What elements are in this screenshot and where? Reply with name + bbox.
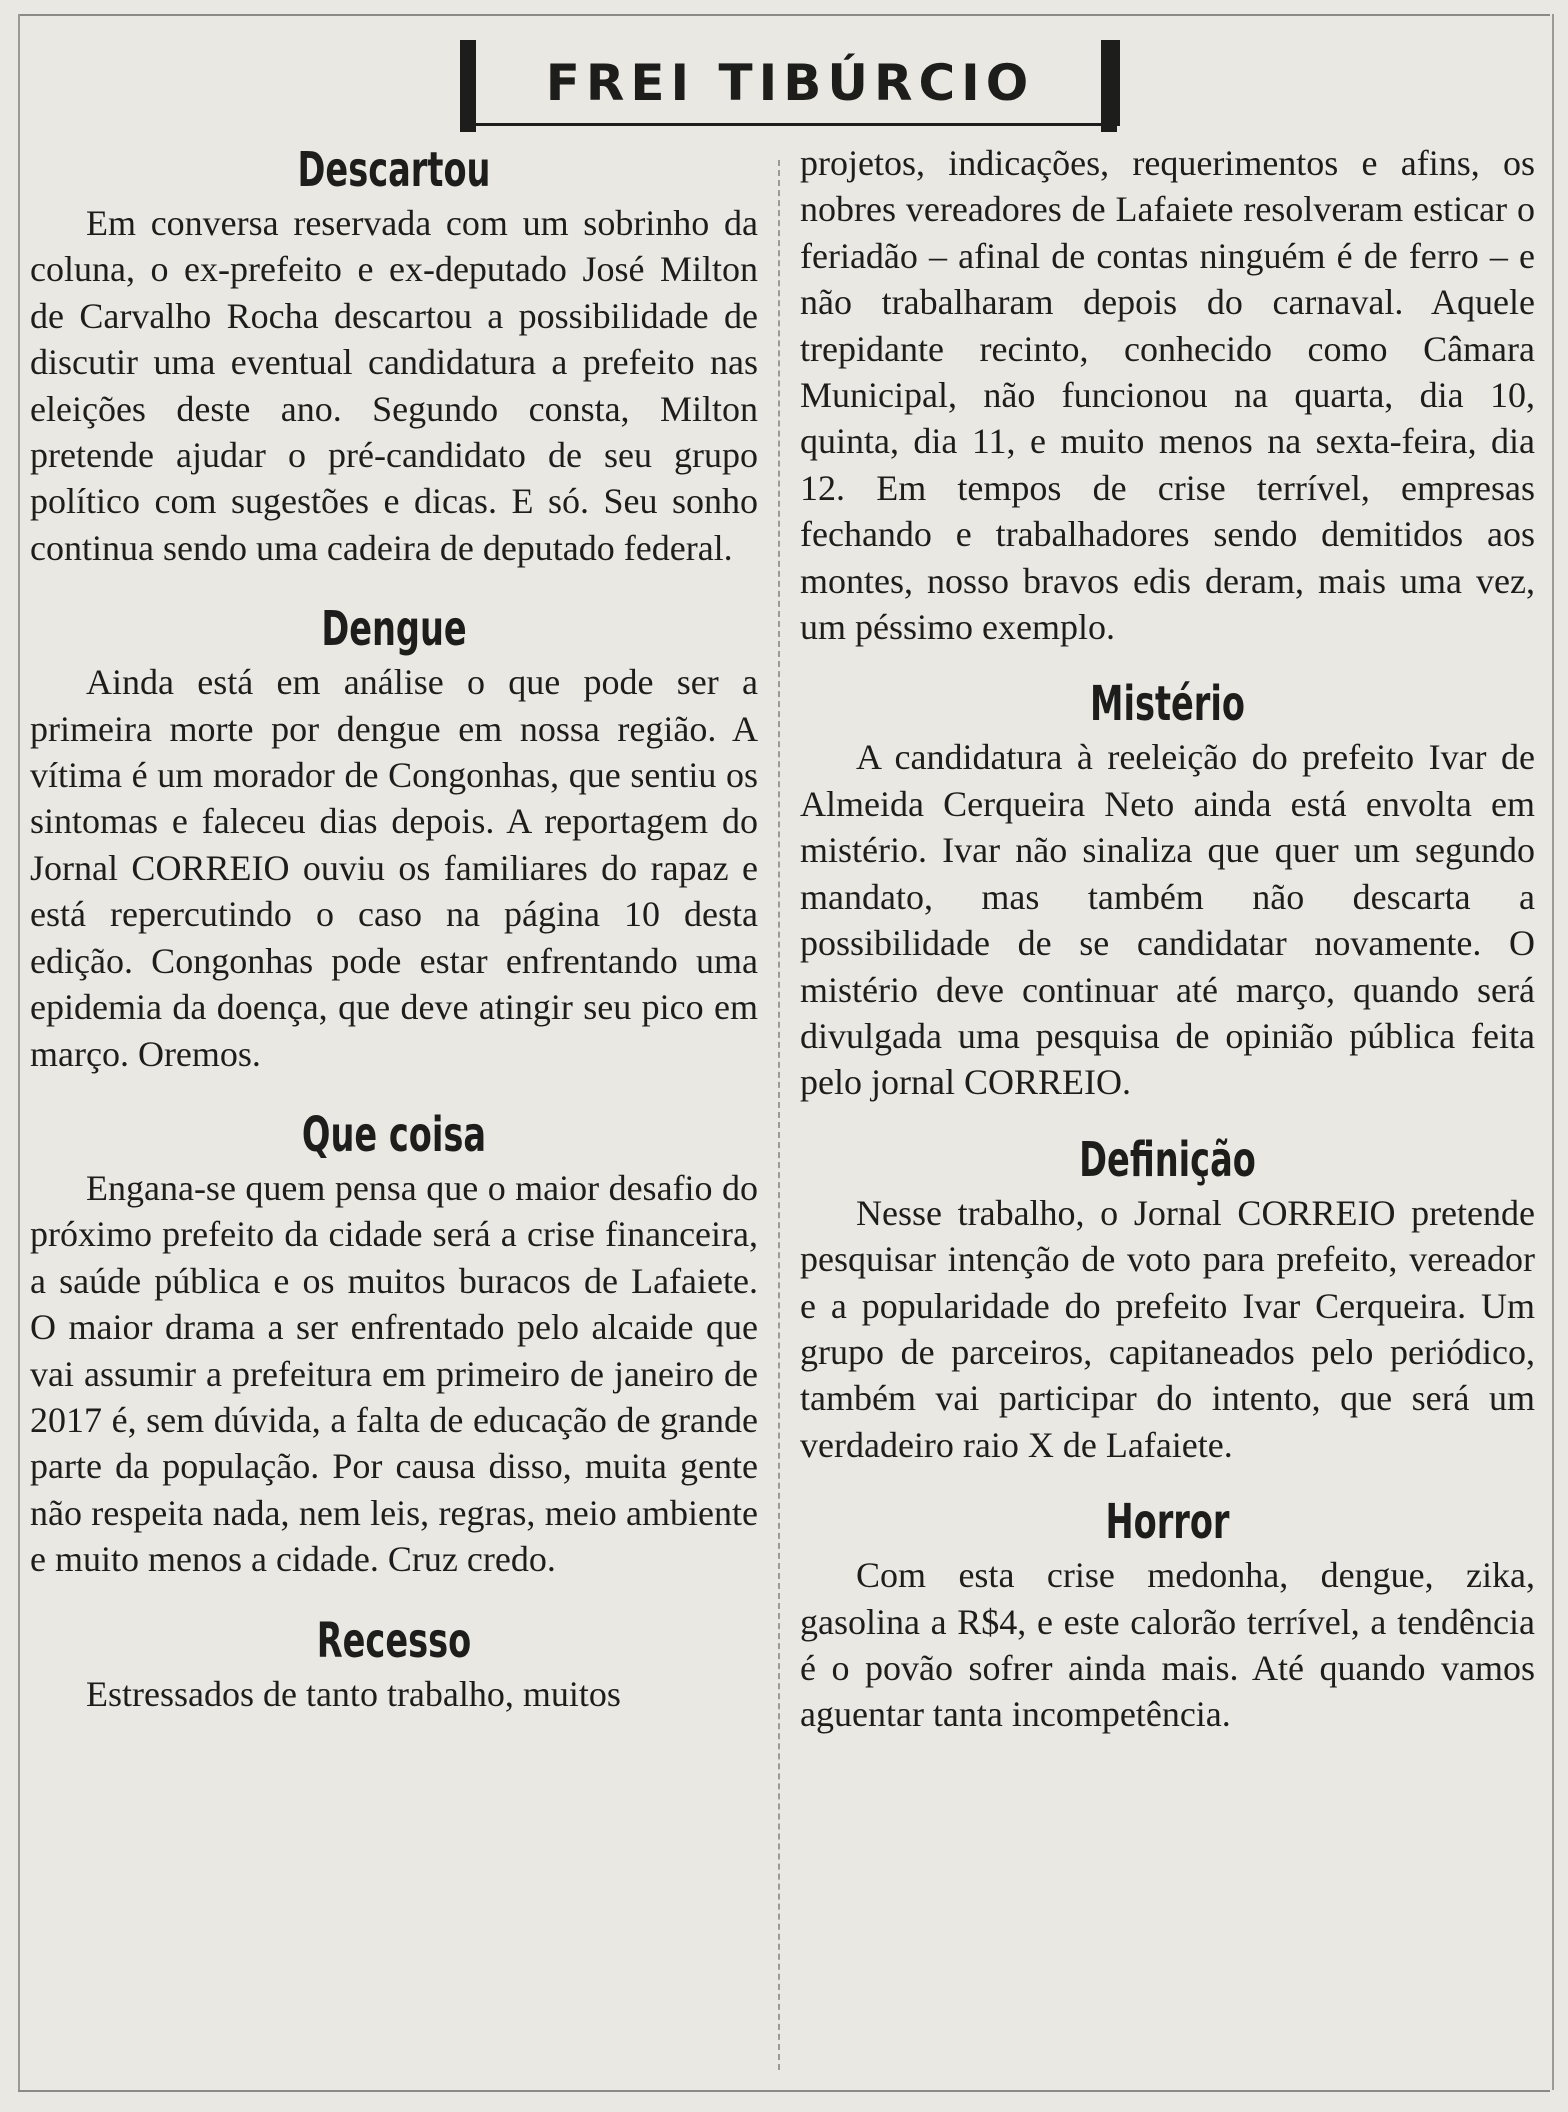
section-text-start: Estressados de tanto trabalho, muitos	[86, 1673, 621, 1714]
section-text: A candidatura à reeleição do prefeito Ivar de Almeida Cerqueira Neto ainda está envolta em mistério. Ivar não sinaliza que quer um segundo mandato, mas também não descarta a possibilidade de se candidatar novamente. O mistério deve continuar até março, quando será divulgada uma pesquisa de opinião pública feita pelo jornal CORREIO.	[800, 737, 1535, 1103]
section-dengue	[30, 599, 758, 1077]
section-que-coisa	[30, 1105, 758, 1583]
section-text: Ainda está em análise o que pode ser a primeira morte por dengue em nossa região. A vítima é um morador de Congonhas, que sentiu os sintomas e faleceu dias depois. A reportagem do Jornal CORREIO ouviu os familiares do rapaz e está repercutindo o caso na página 10 desta edição. Congonhas pode estar enfrentando uma epidemia da doença, que deve atingir seu pico em março. Oremos.	[30, 662, 758, 1074]
left-column	[30, 140, 758, 1717]
section-horror	[800, 1492, 1535, 1738]
section-text: Nesse trabalho, o Jornal CORREIO pretende pesquisar intenção de voto para prefeito, vereador e a popularidade do prefeito Ivar Cerqueira. Um grupo de parceiros, capitaneados pelo periódico, também vai participar do intento, que será um verdadeiro raio X de Lafaiete.	[800, 1192, 1535, 1465]
column-divider	[778, 160, 780, 2070]
right-column	[800, 140, 1535, 1738]
section-text: Em conversa reservada com um sobrinho da coluna, o ex-prefeito e ex-deputado José Milton de Carvalho Rocha descartou a possibilidade de discutir uma eventual candidatura a prefeito nas eleições deste ano. Segundo consta, Milton pretende ajudar o pré-candidato de seu grupo político com sugestões e dicas. E só. Seu sonho continua sendo uma cadeira de deputado federal.	[30, 203, 758, 568]
section-heading: Que coisa	[301, 1106, 487, 1163]
section-recesso-continued	[800, 140, 1535, 650]
section-text: Engana-se quem pensa que o maior desafio do próximo prefeito da cidade será a crise financeira, a saúde pública e os muitos buracos de Lafaiete. O maior drama a ser enfrentado pelo alcaide que vai assumir a prefeitura em primeiro de janeiro de 2017 é, sem dúvida, a falta de educação de grande parte da população. Por causa disso, muita gente não respeita nada, nem leis, regras, meio ambiente e muito menos a cidade. Cruz credo.	[30, 1167, 758, 1580]
page-border-bottom	[18, 2090, 1550, 2092]
section-heading: Dengue	[321, 601, 467, 658]
section-text-continued: projetos, indicações, requerimentos e afins, os nobres vereadores de Lafaiete resolveram esticar o feriadão – afinal de contas ninguém é de ferro – e não trabalharam depois do carnaval. Aquele trepidante recinto, conhecido como Câmara Municipal, não funcionou na quarta, dia 10, quinta, dia 11, e muito menos na sexta-feira, dia 12. Em tempos de crise terrível, empresas fechando e trabalhadores sendo demitidos aos montes, nosso bravos edis deram, mais uma vez, um péssimo exemplo.	[800, 143, 1535, 648]
page-border-left	[18, 14, 20, 2090]
section-text: Com esta crise medonha, dengue, zika, gasolina a R$4, e este calorão terrível, a tendência é o povão sofrer ainda mais. Até quando vamos aguentar tanta incompetência.	[800, 1555, 1535, 1735]
section-recesso	[30, 1611, 758, 1717]
section-heading: Definição	[1079, 1131, 1256, 1188]
section-definicao	[800, 1130, 1535, 1468]
section-descartou	[30, 140, 758, 571]
page-border-top	[18, 14, 1550, 16]
column-masthead	[463, 40, 1120, 126]
section-heading: Descartou	[297, 142, 491, 198]
section-heading: Recesso	[316, 1612, 472, 1669]
page-border-right	[1552, 14, 1554, 2090]
section-heading: Horror	[1105, 1494, 1230, 1551]
section-heading: Mistério	[1090, 676, 1245, 733]
column-title: FREI TIBÚRCIO	[545, 54, 1035, 112]
section-misterio	[800, 674, 1535, 1105]
